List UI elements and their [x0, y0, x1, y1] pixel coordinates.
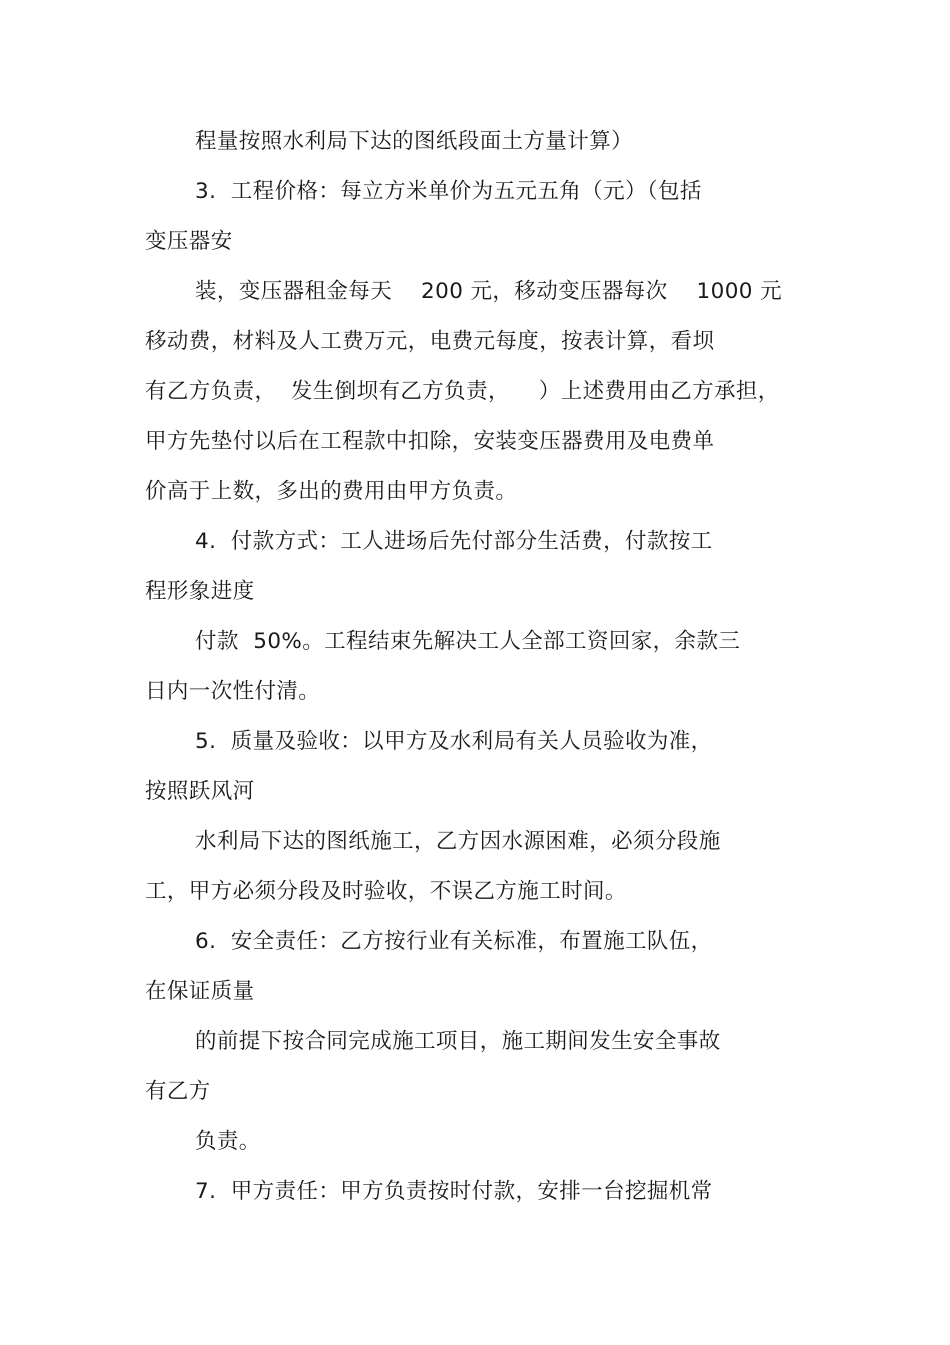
clause-5-heading: 5. 质量及验收：以甲方及水利局有关人员验收为准，	[195, 729, 713, 754]
text-line: 有乙方	[145, 1079, 211, 1104]
clause-4-heading: 4. 付款方式：工人进场后先付部分生活费，付款按工	[195, 529, 713, 554]
text-line: 变压器安	[145, 229, 233, 254]
text-line: 的前提下按合同完成施工项目，施工期间发生安全事故	[195, 1029, 721, 1054]
text-line: 负责。	[195, 1129, 261, 1154]
text-line: 付款 50%。工程结束先解决工人全部工资回家，余款三	[195, 629, 741, 654]
clause-3-heading: 3. 工程价格：每立方米单价为五元五角（元）（包括	[195, 179, 702, 204]
text-line: 甲方先垫付以后在工程款中扣除，安装变压器费用及电费单	[145, 429, 715, 454]
text-line: 日内一次性付清。	[145, 679, 321, 704]
text-line: 按照跃风河	[145, 779, 255, 804]
text-line: 移动费，材料及人工费万元，电费元每度，按表计算，看坝	[145, 329, 715, 354]
text-line: 水利局下达的图纸施工，乙方因水源困难，必须分段施	[195, 829, 721, 854]
text-line: 在保证质量	[145, 979, 255, 1004]
clause-7-heading: 7. 甲方责任：甲方负责按时付款，安排一台挖掘机常	[195, 1179, 713, 1204]
text-line: 程形象进度	[145, 579, 255, 604]
text-line: 程量按照水利局下达的图纸段面土方量计算）	[195, 129, 634, 154]
text-line: 有乙方负责， 发生倒坝有乙方负责， ）上述费用由乙方承担，	[145, 379, 780, 404]
text-line: 装，变压器租金每天 200 元，移动变压器每次 1000 元	[195, 279, 782, 304]
text-line: 工，甲方必须分段及时验收，不误乙方施工时间。	[145, 879, 627, 904]
text-line: 价高于上数，多出的费用由甲方负责。	[145, 479, 518, 504]
clause-6-heading: 6. 安全责任：乙方按行业有关标准，布置施工队伍，	[195, 929, 713, 954]
